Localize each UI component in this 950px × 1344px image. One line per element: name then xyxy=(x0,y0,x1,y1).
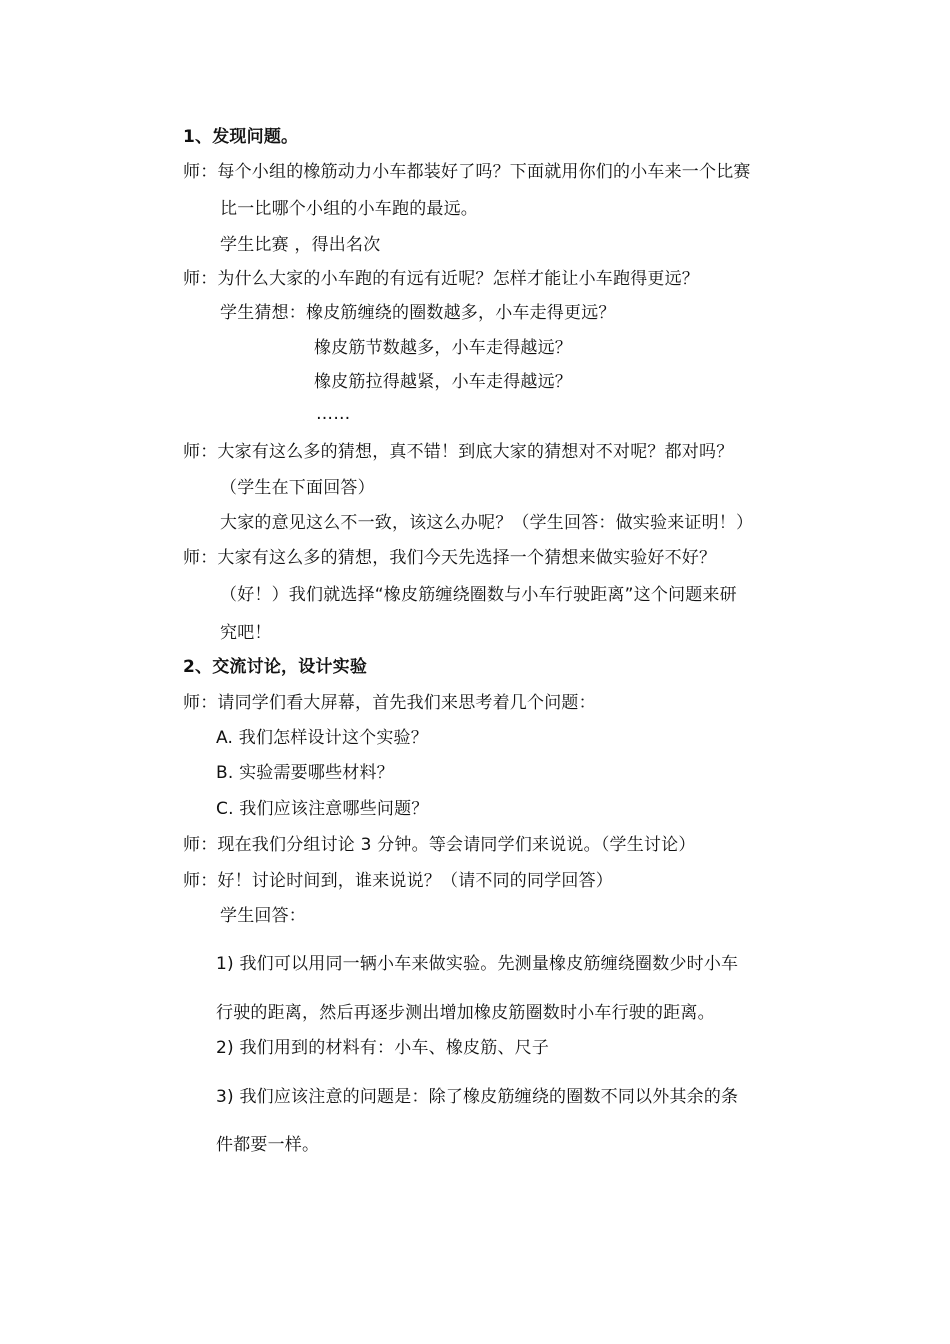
paragraph-line: 师：现在我们分组讨论 3 分钟。等会请同学们来说说。（学生讨论） xyxy=(183,835,696,855)
paragraph-line: 师：请同学们看大屏幕，首先我们来思考着几个问题： xyxy=(183,693,596,713)
paragraph-line: 大家的意见这么不一致，该这么办呢？（学生回答：做实验来证明！） xyxy=(220,513,754,533)
list-item: B. 实验需要哪些材料？ xyxy=(216,763,394,783)
paragraph-line: 师：大家有这么多的猜想，我们今天先选择一个猜想来做实验好不好？ xyxy=(183,548,717,568)
section-1-heading: 1、发现问题。 xyxy=(183,127,299,147)
ellipsis-line: …… xyxy=(316,404,351,424)
paragraph-line: 橡皮筋拉得越紧，小车走得越远？ xyxy=(314,372,572,392)
paragraph-line: 行驶的距离，然后再逐步测出增加橡皮筋圈数时小车行驶的距离。 xyxy=(216,1003,715,1023)
list-item: A. 我们怎样设计这个实验？ xyxy=(216,728,428,748)
paragraph-line: 学生猜想：橡皮筋缠绕的圈数越多，小车走得更远？ xyxy=(220,303,616,323)
paragraph-line: 究吧！ xyxy=(220,623,272,643)
paragraph-line: 比一比哪个小组的小车跑的最远。 xyxy=(220,199,478,219)
section-2-heading: 2、交流讨论，设计实验 xyxy=(183,657,368,677)
paragraph-line: 师：大家有这么多的猜想，真不错！到底大家的猜想对不对呢？都对吗？ xyxy=(183,442,734,462)
paragraph-line: 学生比赛 ，得出名次 xyxy=(220,235,381,255)
list-item: 2) 我们用到的材料有：小车、橡皮筋、尺子 xyxy=(216,1038,550,1058)
paragraph-line: 师：好！讨论时间到，谁来说说？（请不同的同学回答） xyxy=(183,871,613,891)
paragraph-line: （学生在下面回答） xyxy=(220,478,375,498)
paragraph-line: （好！）我们就选择“橡皮筋缠绕圈数与小车行驶距离”这个问题来研 xyxy=(220,585,737,605)
list-item: C. 我们应该注意哪些问题？ xyxy=(216,799,429,819)
list-item: 1) 我们可以用同一辆小车来做实验。先测量橡皮筋缠绕圈数少时小车 xyxy=(216,954,739,974)
paragraph-line: 件都要一样。 xyxy=(216,1135,320,1155)
paragraph-line: 学生回答： xyxy=(220,906,306,926)
paragraph-line: 橡皮筋节数越多，小车走得越远？ xyxy=(314,338,572,358)
paragraph-line: 师：为什么大家的小车跑的有远有近呢？怎样才能让小车跑得更远？ xyxy=(183,269,699,289)
paragraph-line: 师：每个小组的橡筋动力小车都装好了吗？下面就用你们的小车来一个比赛 xyxy=(183,162,751,182)
list-item: 3) 我们应该注意的问题是：除了橡皮筋缠绕的圈数不同以外其余的条 xyxy=(216,1087,739,1107)
